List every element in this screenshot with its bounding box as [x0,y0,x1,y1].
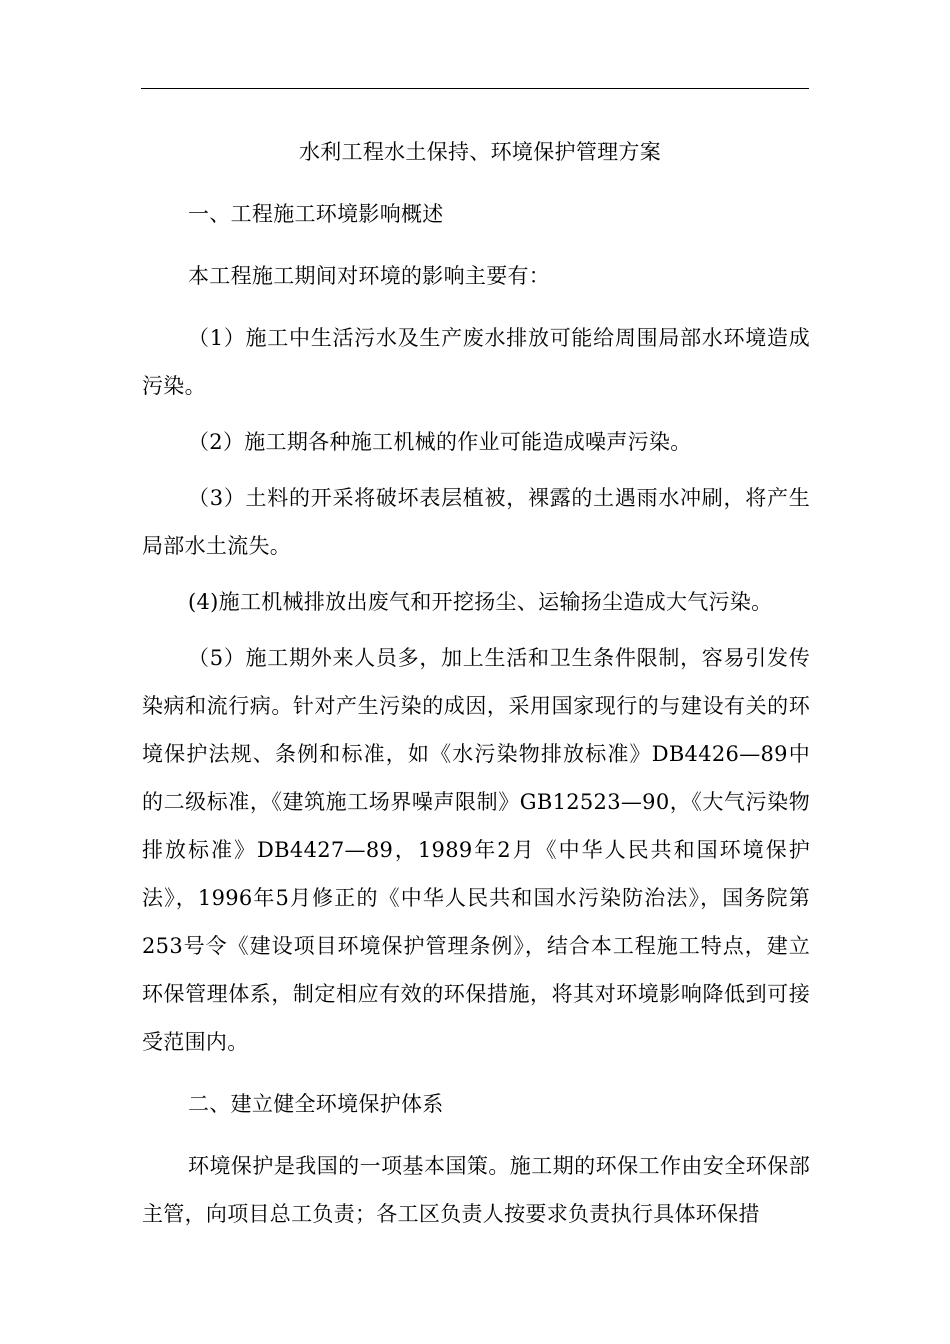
header-rule [141,88,809,89]
list-item: (4)施工机械排放出废气和开挖扬尘、运输扬尘造成大气污染。 [188,590,773,614]
list-item: （3）土料的开采将破坏表层植被，裸露的土遇雨水冲刷，将产生局部水土流失。 [142,486,810,558]
section2-body: 环境保护是我国的一项基本国策。施工期的环保工作由安全环保部主管，向项目总工负责；各工区负责人按要求负责执行具体环保措 [142,1154,810,1226]
document-title: 水利工程水土保持、环境保护管理方案 [298,140,662,164]
list-item: （1）施工中生活污水及生产废水排放可能给周围局部水环境造成污染。 [142,326,810,398]
section1-intro: 本工程施工期间对环境的影响主要有： [188,264,551,288]
section-heading-1: 一、工程施工环境影响概述 [188,202,444,226]
list-item: （2）施工期各种施工机械的作业可能造成噪声污染。 [188,430,692,454]
list-item: （5）施工期外来人员多，加上生活和卫生条件限制，容易引发传染病和流行病。针对产生污染的成因，采用国家现行的与建设有关的环境保护法规、条例和标准，如《水污染物排放标准》DB4426—89中的二级标准，《建筑施工场界噪声限制》GB12523—90，《大气污染物排放标准》DB4427—89，1989年2月《中华人民共和国环境保护法》，1996年5月修正的《中华人民共和国水污染防治法》，国务院第253号令《建设项目环境保护管理条例》，结合本工程施工特点，建立环保管理体系，制定相应有效的环保措施，将其对环境影响降低到可接受范围内。 [142,646,810,1054]
document-body [142,128,810,1252]
section-heading-2: 二、建立健全环境保护体系 [188,1092,444,1116]
